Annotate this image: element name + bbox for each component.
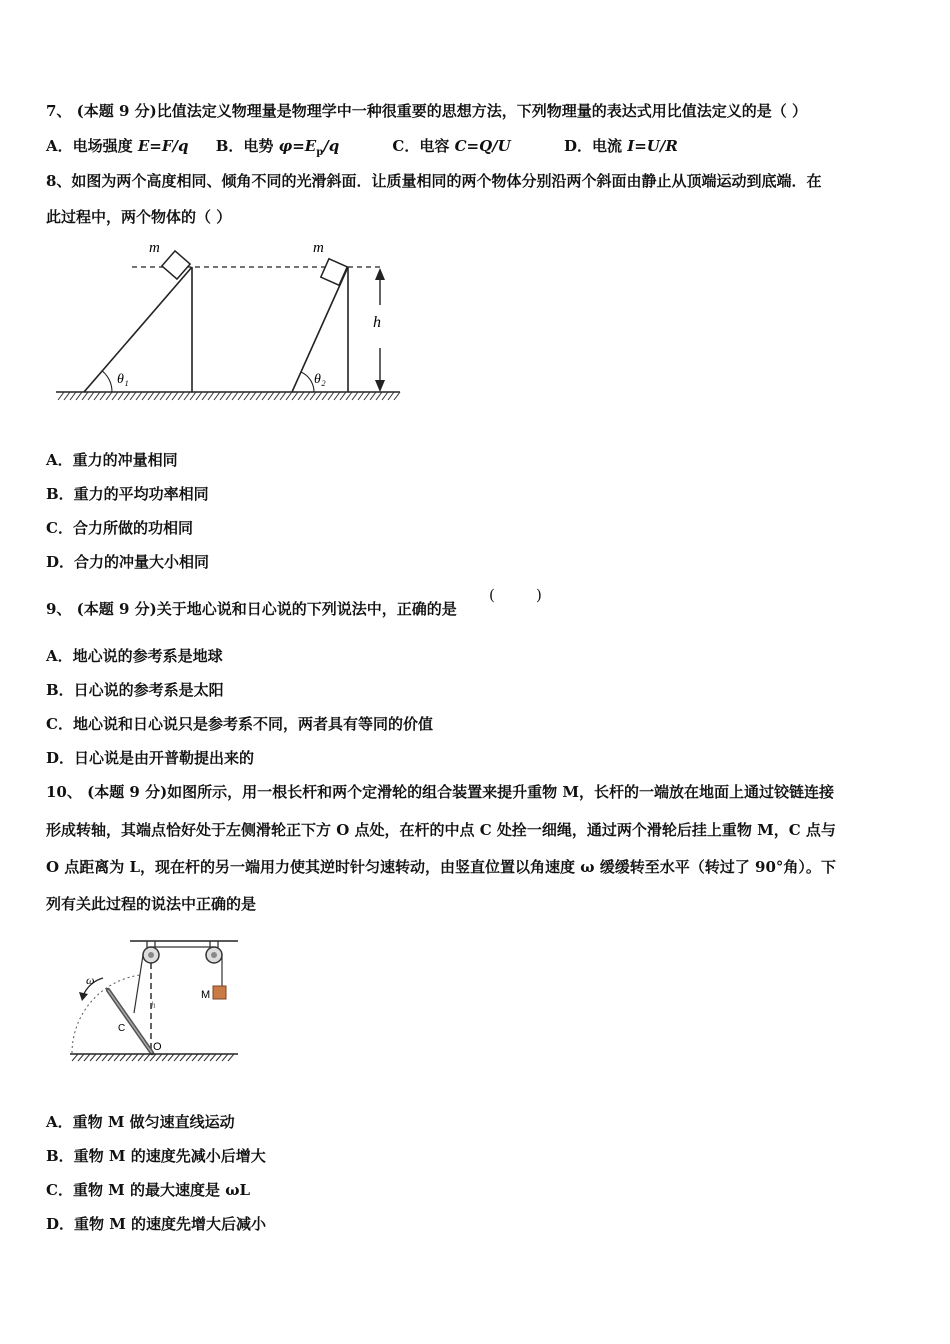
q7-option-a: A．电场强度 E=F/q — [46, 137, 189, 155]
q10-option-b: B．重物 M 的速度先减小后增大 — [46, 1147, 266, 1165]
pulley-right — [206, 941, 222, 963]
q7-option-d: D．电流 I=U/R — [563, 137, 678, 155]
q10-line1: 10、 (本题 9 分)如图所示，用一根长杆和两个定滑轮的组合装置来提升重物 M，长杆的一端放在地面上通过铰链连接 — [46, 783, 835, 801]
q10-h-label: h — [151, 1000, 156, 1010]
q9-option-d: D．日心说是由开普勒提出来的 — [46, 749, 255, 767]
q10-mass-label: M — [201, 989, 211, 1001]
q10-c-label: C — [118, 1023, 126, 1034]
rotation-arc — [72, 975, 140, 1053]
q8-option-c: C．合力所做的功相同 — [46, 519, 193, 537]
q7-option-b: B．电势 $\varphi=E_p/q$ — [215, 137, 340, 158]
q10-line3: O 点距离为 L，现在杆的另一端用力使其逆时针匀速转动，由竖直位置以角速度 ω 缓缓转至水平（转过了 90°角）。下 — [46, 858, 836, 876]
q9-paren-open: ( — [489, 586, 495, 604]
q9-paren-close: ) — [536, 586, 542, 604]
q8-angle-label-1: θ₁ — [117, 372, 129, 387]
q8-mass-label-2: m — [313, 240, 324, 256]
q7-stem: 7、 (本题 9 分)比值法定义物理量是物理学中一种很重要的思想方法，下列物理量的表达式用比值法定义的是（ ） — [46, 102, 807, 120]
q8-stem-line1: 8、如图为两个高度相同、倾角不同的光滑斜面．让质量相同的两个物体分别沿两个斜面由静止从顶端运动到底端．在 — [46, 172, 822, 190]
q9-option-c: C．地心说和日心说只是参考系不同，两者具有等同的价值 — [46, 715, 433, 733]
q10-option-a: A．重物 M 做匀速直线运动 — [46, 1113, 235, 1131]
q10-option-c: C．重物 M 的最大速度是 ωL — [46, 1181, 251, 1199]
q8-stem-line2: 此过程中，两个物体的（ ） — [46, 208, 232, 226]
q10-option-d: D．重物 M 的速度先增大后减小 — [46, 1215, 267, 1233]
q10-omega-label: ω — [86, 973, 95, 987]
q8-mass-label-1: m — [149, 240, 160, 256]
q8-option-b: B．重力的平均功率相同 — [46, 485, 209, 503]
q7-option-c: C．电容 C=Q/U — [392, 137, 511, 155]
q8-height-label: h — [373, 314, 381, 331]
q10-line2: 形成转轴，其端点恰好处于左侧滑轮正下方 O 点处，在杆的中点 C 处拴一细绳，通过两个滑轮后挂上重物 M，C 点与 — [46, 821, 836, 839]
q8-angle-label-2: θ₂ — [314, 372, 326, 387]
q10-o-label: O — [153, 1041, 162, 1053]
q9-option-b: B．日心说的参考系是太阳 — [46, 681, 224, 699]
q8-option-a: A．重力的冲量相同 — [46, 451, 178, 469]
pulley-left — [143, 941, 159, 963]
q8-option-d: D．合力的冲量大小相同 — [46, 553, 210, 571]
q9-stem: 9、 (本题 9 分)关于地心说和日心说的下列说法中，正确的是 — [46, 600, 457, 618]
weight-block — [213, 986, 226, 999]
q10-line4: 列有关此过程的说法中正确的是 — [46, 895, 257, 913]
q9-option-a: A．地心说的参考系是地球 — [46, 647, 223, 665]
